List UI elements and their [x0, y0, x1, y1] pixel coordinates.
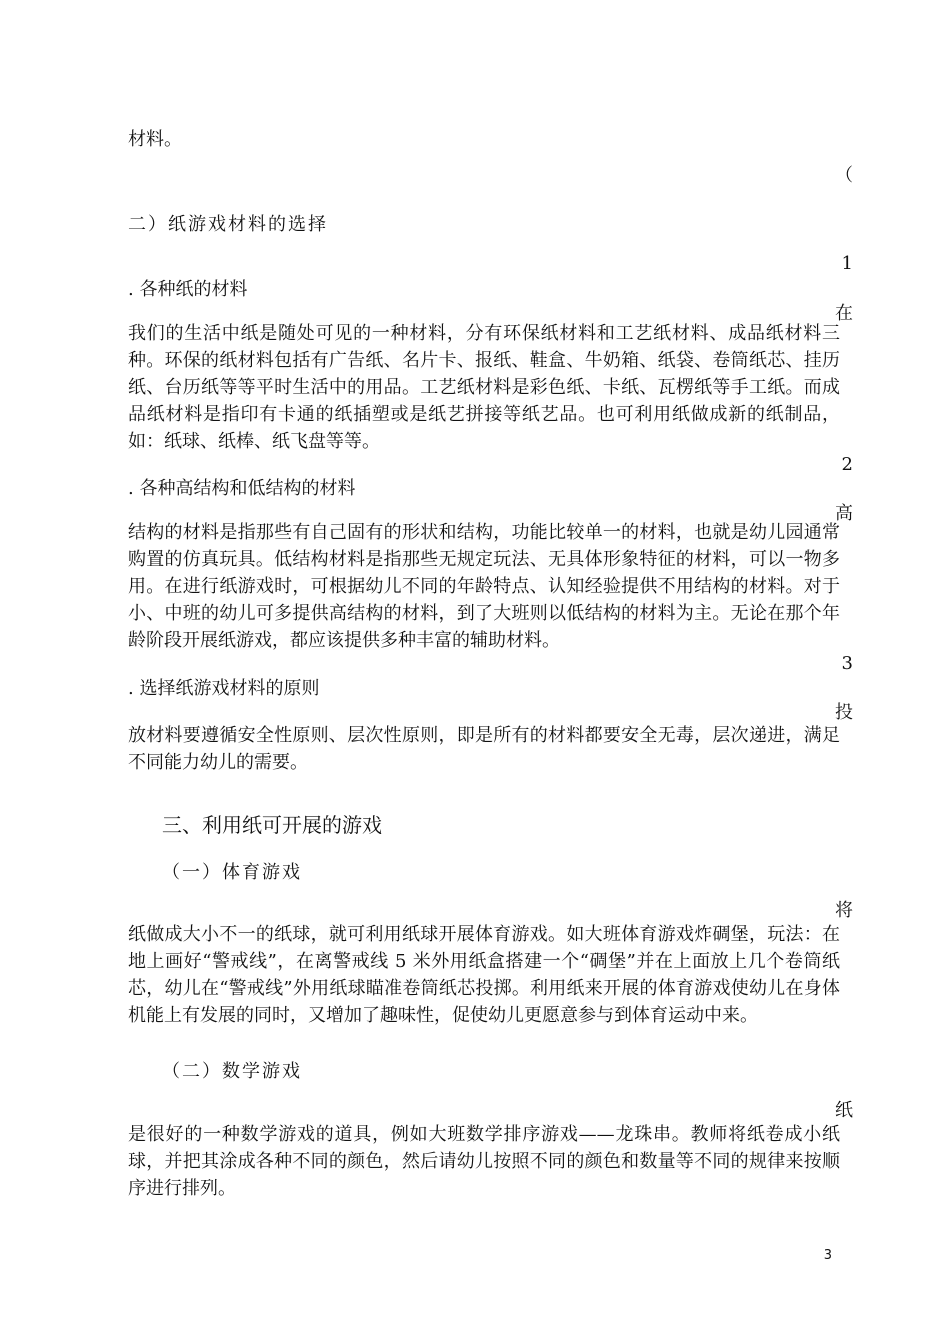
paragraph-math-games: 是很好的一种数学游戏的道具，例如大班数学排序游戏——龙珠串。教师将纸卷成小纸球，并把其涂成各种不同的颜色，然后请幼儿按照不同的颜色和数量等不同的规律来按顺序进行排列。 — [128, 1124, 840, 1199]
continued-text: 材料。 — [128, 129, 182, 150]
margin-number-2: 2 — [841, 454, 853, 475]
section-heading-paper-games: 三、利用纸可开展的游戏 — [162, 813, 382, 837]
subheading-sports-games: （一）体育游戏 — [162, 862, 302, 883]
margin-char-tou: 投 — [835, 702, 853, 723]
margin-number-3: 3 — [841, 653, 853, 674]
item-heading-selection-principles: . 选择纸游戏材料的原则 — [128, 678, 320, 699]
margin-bracket: （ — [835, 165, 853, 186]
margin-char-zhi: 纸 — [835, 1100, 853, 1121]
paragraph-selection-principles: 放材料要遵循安全性原则、层次性原则，即是所有的材料都要安全无毒，层次递进，满足不同能力幼儿的需要。 — [128, 725, 840, 773]
paragraph-paper-materials: 我们的生活中纸是随处可见的一种材料，分有环保纸材料和工艺纸材料、成品纸材料三种。环保的纸材料包括有广告纸、名片卡、报纸、鞋盒、牛奶箱、纸袋、卷筒纸芯、挂历纸、台历纸等等平时生活中的用品。工艺纸材料是彩色纸、卡纸、瓦楞纸等手工纸。而成品纸材料是指印有卡通的纸插塑或是纸艺拼接等纸艺品。也可利用纸做成新的纸制品，如：纸球、纸棒、纸飞盘等等。 — [128, 323, 840, 452]
margin-char-jiang: 将 — [835, 900, 853, 921]
page-number: 3 — [823, 1248, 832, 1263]
margin-char-gao: 高 — [835, 503, 853, 524]
paragraph-structure-materials: 结构的材料是指那些有自己固有的形状和结构，功能比较单一的材料，也就是幼儿园通常购置的仿真玩具。低结构材料是指那些无规定玩法、无具体形象特征的材料，可以一物多用。在进行纸游戏时，可根据幼儿不同的年龄特点、认知经验提供不用结构的材料。对于小、中班的幼儿可多提供高结构的材料，到了大班则以低结构的材料为主。无论在那个年龄阶段开展纸游戏，都应该提供多种丰富的辅助材料。 — [128, 522, 840, 651]
item-heading-structure-materials: . 各种高结构和低结构的材料 — [128, 478, 356, 499]
section-heading-material-selection: 二）纸游戏材料的选择 — [128, 214, 328, 235]
margin-number-1: 1 — [841, 253, 853, 274]
margin-char-zai: 在 — [835, 303, 853, 324]
paragraph-sports-games: 纸做成大小不一的纸球，就可利用纸球开展体育游戏。如大班体育游戏炸碉堡，玩法：在地上画好“警戒线”，在离警戒线 5 米外用纸盒搭建一个“碉堡”并在上面放上几个卷筒纸芯，幼儿在“警戒线”外用纸球瞄准卷筒纸芯投掷。利用纸来开展的体育游戏使幼儿在身体机能上有发展的同时，又增加了趣味性，促使幼儿更愿意参与到体育运动中来。 — [128, 924, 840, 1026]
item-heading-paper-materials: . 各种纸的材料 — [128, 279, 248, 300]
subheading-math-games: （二）数学游戏 — [162, 1061, 302, 1082]
